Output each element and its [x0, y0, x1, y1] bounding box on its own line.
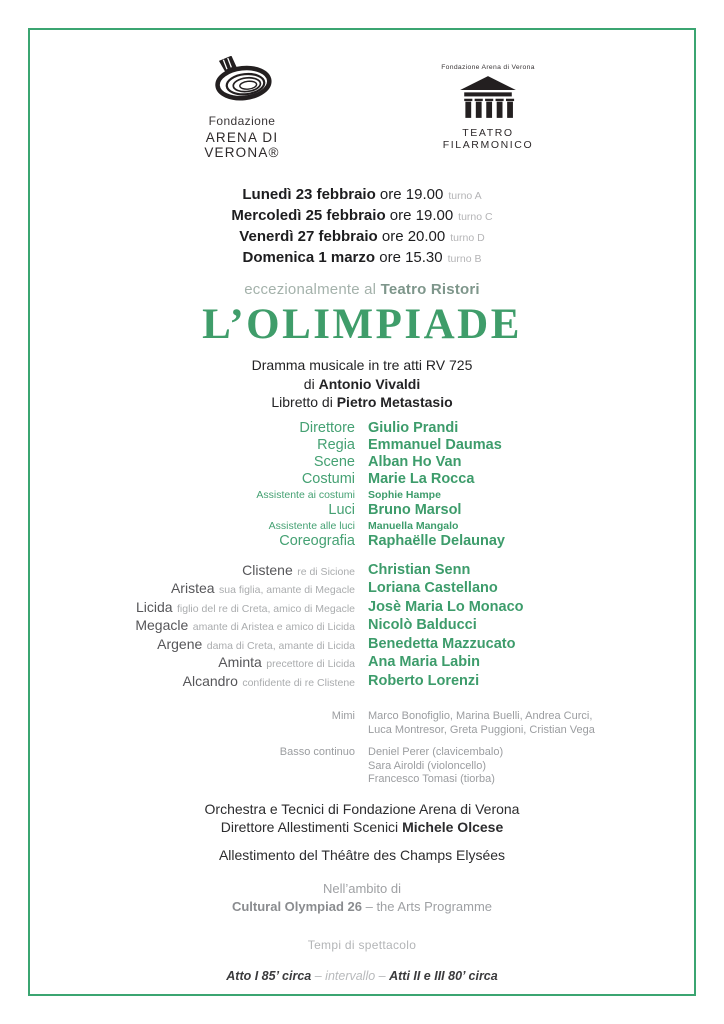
performance-date [231, 185, 492, 206]
librettist-name: Pietro Metastasio [336, 394, 453, 410]
credit-role: Assistente alle luci [268, 519, 355, 532]
date-day: Venerdì 27 febbraio [239, 228, 378, 245]
ensemble-members [368, 746, 692, 787]
credit-name: Emmanuel Daumas [368, 436, 502, 453]
ensemble-line: Deniel Perer (clavicembalo) [368, 746, 504, 758]
ensemble-line: Marco Bonofiglio, Marina Buelli, Andrea Curci, [368, 710, 593, 722]
credit-name: Sophie Hampe [368, 488, 441, 501]
credit-row [32, 437, 692, 454]
date-turno: turno C [458, 211, 493, 223]
cast-character: Alcandro [182, 672, 238, 689]
production-info [205, 800, 520, 836]
credit-role: Scene [313, 453, 355, 470]
credit-name: Alban Ho Van [368, 453, 462, 470]
venue-name: Teatro Ristori [380, 281, 480, 298]
cast-row [32, 580, 692, 599]
olympiad-intro: Nell’ambito di [322, 880, 402, 896]
credit-row [32, 533, 692, 550]
page-title: L’OLIMPIADE [202, 301, 522, 348]
cast-row [32, 562, 692, 581]
cast-list [32, 562, 692, 692]
venue-note [244, 281, 480, 298]
date-day: Lunedì 23 febbraio [242, 186, 376, 203]
credit-role: Direttore [299, 419, 355, 436]
olympiad-program-rest: – the Arts Programme [361, 898, 493, 914]
credit-role: Costumi [301, 470, 355, 487]
ensemble-members [368, 710, 692, 737]
cast-description: dama di Creta, amante di Licida [206, 639, 355, 652]
cast-character: Clistene [242, 561, 293, 578]
cast-row [32, 673, 692, 692]
composer-name: Antonio Vivaldi [318, 375, 421, 392]
cast-description: amante di Aristea e amico di Licida [192, 621, 355, 633]
performance-date [231, 248, 492, 269]
composer-prefix: di [303, 375, 319, 392]
cast-performer: Roberto Lorenzi [368, 672, 480, 689]
ensemble-label: Mimi [331, 710, 355, 722]
cast-description: figlio del re di Creta, amico di Megacle [177, 602, 355, 615]
arena-di-verona-logo [172, 56, 312, 160]
work-form: Dramma musicale in tre atti RV 725 [251, 357, 473, 373]
cast-performer: Nicolò Balducci [368, 617, 477, 633]
cast-performer: Benedetta Mazzucato [368, 635, 516, 652]
credit-row [32, 502, 692, 519]
date-time: ore 15.30 [379, 249, 443, 266]
logos-row [172, 56, 552, 160]
date-time: ore 20.00 [381, 228, 446, 245]
filarmonico-fondazione-label: Fondazione Arena di Verona [441, 64, 535, 71]
timings-header: Tempi di spettacolo [307, 937, 417, 952]
scenic-director-name: Michele Olcese [402, 818, 504, 835]
arena-name-label: ARENA DI VERONA® [204, 130, 280, 160]
ensemble-mimi [32, 710, 692, 737]
credit-role: Regia [317, 436, 355, 453]
date-time: ore 19.00 [379, 186, 444, 203]
credit-name: Raphaëlle Delaunay [368, 532, 505, 549]
work-description [252, 356, 473, 412]
act1-duration: Atto I 85’ circa [226, 968, 312, 983]
cast-performer: Loriana Castellano [368, 580, 498, 596]
date-day: Domenica 1 marzo [242, 249, 376, 266]
date-day: Mercoledì 25 febbraio [231, 207, 386, 224]
arena-fondazione-label: Fondazione [208, 114, 276, 128]
orchestra-line: Orchestra e Tecnici di Fondazione Arena di Verona [204, 800, 520, 817]
cast-character: Argene [157, 635, 203, 652]
cast-row [32, 617, 692, 636]
credit-name: Marie La Rocca [368, 470, 475, 487]
credit-role: Assistente ai costumi [256, 488, 355, 501]
cast-performer: Josè Maria Lo Monaco [368, 598, 524, 615]
teatro-filarmonico-logo [424, 56, 552, 151]
credit-role: Coreografia [279, 532, 355, 549]
performance-date [231, 206, 492, 227]
acts23-duration: Atti II e III 80’ circa [389, 968, 498, 983]
performance-dates [231, 185, 492, 269]
date-turno: turno A [448, 190, 482, 202]
poster [32, 30, 692, 994]
credit-role: Luci [328, 501, 355, 518]
cast-character: Megacle [135, 617, 189, 633]
teatro-filarmonico-building-icon [459, 71, 517, 123]
cast-performer: Christian Senn [368, 561, 471, 578]
cast-performer: Ana Maria Labin [368, 654, 480, 670]
scenic-director-line [205, 818, 520, 836]
staging-line: Allestimento del Théâtre des Champs Elysées [218, 846, 506, 863]
credit-row [32, 519, 692, 533]
interval-label: – intervallo – [311, 968, 390, 983]
cast-row [32, 636, 692, 655]
work-composer-line [252, 375, 473, 394]
cast-character: Aminta [218, 654, 262, 670]
olympiad-program-line [232, 898, 492, 916]
cast-character: Licida [135, 598, 173, 615]
cast-row [32, 654, 692, 673]
cast-row [32, 599, 692, 618]
libretto-prefix: Libretto di [271, 394, 337, 410]
credit-name: Giulio Prandi [368, 419, 459, 436]
olympiad-program-name: Cultural Olympiad 26 [231, 898, 362, 914]
date-time: ore 19.00 [389, 207, 454, 224]
performance-date [231, 227, 492, 248]
work-libretto-line [252, 393, 473, 412]
creative-team [32, 420, 692, 550]
cast-character: Aristea [170, 580, 215, 596]
cultural-olympiad-note [232, 880, 492, 916]
cast-description: confidente di re Clistene [242, 676, 355, 689]
ensemble-label: Basso continuo [279, 746, 355, 758]
ensemble-line: Luca Montresor, Greta Puggioni, Cristian Vega [368, 723, 595, 736]
date-turno: turno D [450, 232, 485, 244]
ensemble-line: Francesco Tomasi (tiorba) [368, 773, 495, 785]
filarmonico-name-label: TEATRO FILARMONICO [442, 127, 534, 151]
cast-description: sua figlia, amante di Megacle [219, 584, 355, 596]
credit-row [32, 488, 692, 502]
cast-description: precettore di Licida [266, 658, 355, 670]
date-turno: turno B [447, 253, 482, 265]
ensemble-basso-continuo [32, 746, 692, 787]
scenic-director-prefix: Direttore Allestimenti Scenici [220, 818, 403, 835]
arena-amphitheatre-icon [208, 56, 276, 109]
credit-row [32, 471, 692, 488]
timings-detail [226, 969, 497, 983]
ensemble-line: Sara Airoldi (violoncello) [368, 759, 486, 772]
venue-note-prefix: eccezionalmente al [244, 281, 381, 298]
credit-name: Bruno Marsol [368, 501, 462, 518]
cast-description: re di Sicione [297, 565, 355, 578]
credit-row [32, 420, 692, 437]
credit-row [32, 454, 692, 471]
credit-name: Manuella Mangalo [368, 519, 459, 532]
ensembles [32, 701, 692, 787]
